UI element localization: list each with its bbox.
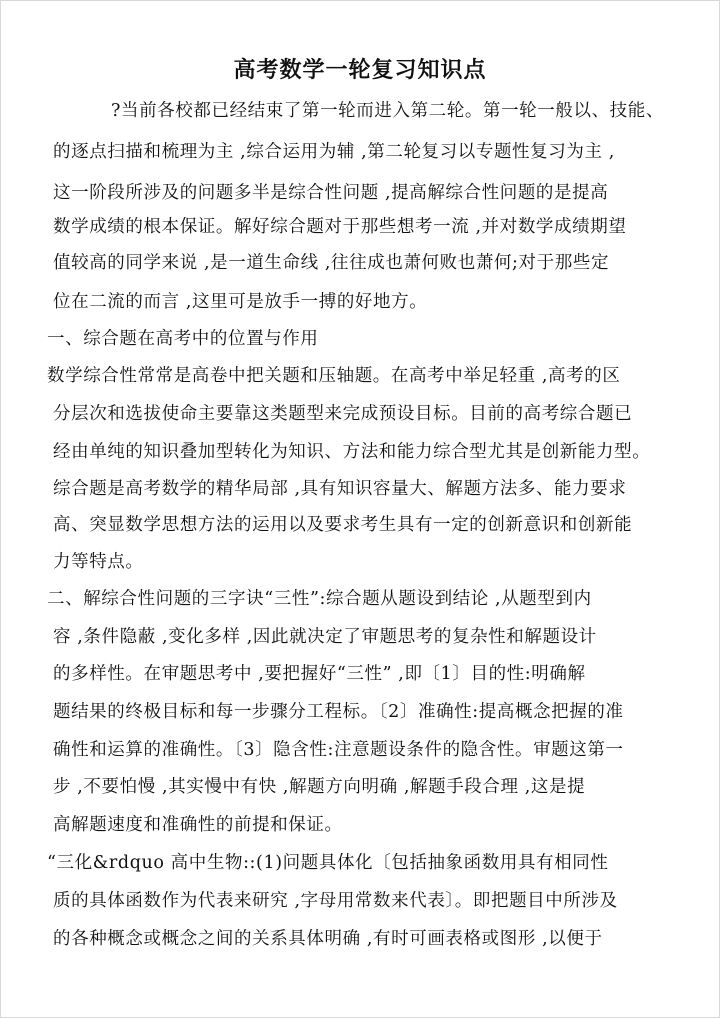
text-line: 题结果的终极目标和每一步骤分工程标。〔2〕准确性:提高概念把握的准 bbox=[53, 702, 624, 722]
text-line: 的多样性。在审题思考中 ,要把握好“三性” ,即〔1〕目的性:明确解 bbox=[53, 664, 586, 684]
text-line: 的各种概念或概念之间的关系具体明确 ,有时可画表格或图形 ,以便于 bbox=[53, 929, 603, 949]
text-line: 力等特点。 bbox=[53, 552, 144, 572]
text-line: 步 ,不要怕慢 ,其实慢中有快 ,解题方向明确 ,解题手段合理 ,这是提 bbox=[53, 777, 586, 797]
text-line: 容 ,条件隐蔽 ,变化多样 ,因此就决定了审题思考的复杂性和解题设计 bbox=[53, 627, 597, 647]
text-line: 确性和运算的准确性。〔3〕隐含性:注意题设条件的隐含性。审题这第一 bbox=[53, 740, 624, 760]
text-line: 经由单纯的知识叠加型转化为知识、方法和能力综合型尤其是创新能力型。 bbox=[53, 442, 651, 462]
text-line: “三化&rdquo 高中生物::(1)问题具体化〔包括抽象函数用具有相同性 bbox=[47, 853, 609, 873]
text-line: 这一阶段所涉及的问题多半是综合性问题 ,提高解综合性问题的是提高 bbox=[53, 183, 609, 203]
text-line: 分层次和选拔使命主要靠这类题型来完成预设目标。目前的高考综合题已 bbox=[53, 404, 633, 424]
text-line: 综合题是高考数学的精华局部 ,具有知识容量大、解题方法多、能力要求 bbox=[53, 479, 627, 499]
text-line: 位在二流的而言 ,这里可是放手一搏的好地方。 bbox=[53, 292, 428, 312]
text-line: 数学综合性常常是高卷中把关题和压轴题。在高考中举足轻重 ,高考的区 bbox=[47, 366, 621, 386]
text-line: 高解题速度和准确性的前提和保证。 bbox=[53, 815, 343, 835]
text-line: 质的具体函数作为代表来研究 ,字母用常数来代表〕。即把题目中所涉及 bbox=[53, 891, 618, 911]
document-title: 高考数学一轮复习知识点 bbox=[233, 58, 487, 83]
text-line: 的逐点扫描和梳理为主 ,综合运用为辅 ,第二轮复习以专题性复习为主 , bbox=[53, 142, 615, 162]
section-heading: 一、综合题在高考中的位置与作用 bbox=[47, 329, 319, 349]
text-line: ?当前各校都已经结束了第一轮而进入第二轮。第一轮一般以、技能、 bbox=[111, 101, 664, 121]
text-line: 数学成绩的根本保证。解好综合题对于那些想考一流 ,并对数学成绩期望 bbox=[53, 217, 627, 237]
text-line: 高、突显数学思想方法的运用以及要求考生具有一定的创新意识和创新能 bbox=[53, 515, 633, 535]
text-line: 值较高的同学来说 ,是一道生命线 ,往往成也萧何败也萧何;对于那些定 bbox=[53, 253, 610, 273]
section-heading: 二、解综合性问题的三字诀“三性”:综合题从题设到结论 ,从题型到内 bbox=[47, 589, 592, 609]
